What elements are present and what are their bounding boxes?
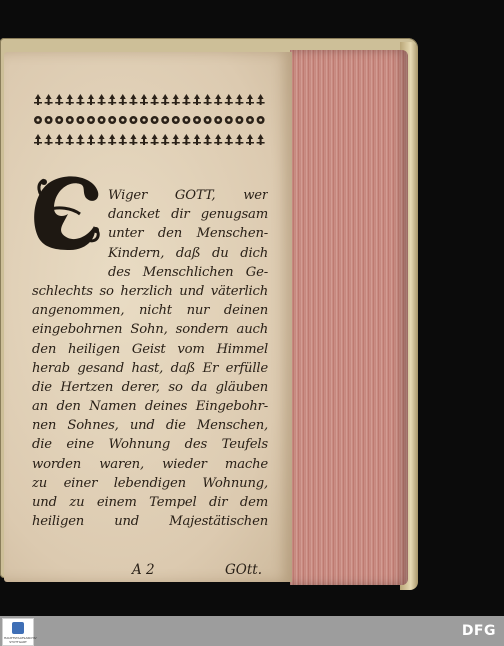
ornament-glyph [108,94,116,105]
book [0,38,420,583]
text-line: Kindern, daß du dich [108,245,268,261]
prayer-text [32,186,268,531]
ornament-glyph [87,116,95,124]
ornament-glyph [235,94,243,105]
ornament-glyph [87,134,95,145]
text-line: Wiger GOTT, wer [108,188,268,203]
ornament-glyph [151,116,159,124]
ornament-glyph [66,134,74,145]
ornament-glyph [172,116,180,124]
ornament-glyph [140,134,148,145]
text-line: und zu einem Tempel dir dem [32,495,268,510]
ornament-glyph [257,116,265,124]
text-line: nen Sohnes, und die Menschen, [32,418,268,434]
ornament-glyph [140,94,148,105]
ornament-glyph [214,116,222,124]
ornament-glyph [225,94,233,105]
ornament-glyph [76,116,84,124]
ornament-glyph [161,116,169,124]
ornament-glyph [87,94,95,105]
catchword: GOtt. [225,562,262,578]
ornament-glyph [257,94,265,105]
ornament-glyph [161,134,169,145]
ornament-glyph [257,134,265,145]
ornament-glyph [119,116,127,124]
text-line: zu einer lebendigen Wohnung, [32,475,268,491]
dfg-logo[interactable]: DFG [461,623,496,639]
ornament-glyph [193,134,201,145]
ornament-glyph [55,134,63,145]
ornament-glyph [225,134,233,145]
ornament-glyph [182,116,190,124]
text-line: worden waren, wieder mache [32,456,268,472]
text-line: den heiligen Geist vom Himmel [32,341,268,357]
ornament-glyph [204,94,212,105]
ornament-glyph [214,134,222,145]
text-line: herab gesand hast, daß Er erfülle [32,360,268,376]
ornament-glyph [246,116,254,124]
text-line: eingebohrnen Sohn, sondern auch [32,322,268,338]
ornament-glyph [129,94,137,105]
ornament-glyph [108,116,116,124]
text-line: angenommen, nicht nur deinen [32,303,268,319]
text-line: schlechts so herzlich und väterlich [32,283,268,299]
ornament-glyph [172,94,180,105]
ornament-glyph [235,134,243,145]
ornamental-header-band [32,92,268,154]
ornament-glyph [34,116,42,124]
archive-emblem-icon [12,622,24,634]
ornament-glyph [204,134,212,145]
viewer-footer-bar [0,616,504,646]
ornament-glyph [193,116,201,124]
ornament-glyph [246,134,254,145]
text-line: des Menschlichen Ge- [108,264,268,280]
ornament-glyph [98,94,106,105]
ornament-glyph [225,116,233,124]
ornament-glyph [235,116,243,124]
ornament-glyph [129,134,137,145]
ornament-glyph [45,116,53,124]
ornament-glyph [204,116,212,124]
ornament-glyph [182,94,190,105]
ornament-glyph [98,116,106,124]
text-line: unter den Menschen- [108,226,268,242]
ornament-glyph [151,94,159,105]
ornament-glyph [151,134,159,145]
page-edges [290,50,408,585]
ornament-glyph [34,134,42,145]
ornament-glyph [193,94,201,105]
signature-mark: A 2 [132,562,155,578]
ornament-glyph [161,94,169,105]
ornament-glyph [129,116,137,124]
ornament-glyph [214,94,222,105]
text-line: die eine Wohnung des Teufels [32,437,268,453]
ornament-glyph [34,94,42,105]
ornament-glyph [45,134,53,145]
ornament-glyph [66,116,74,124]
ornament-glyph [66,94,74,105]
text-line: dancket dir genugsam [108,207,268,223]
text-line: an den Namen deines Eingebohr- [32,399,268,415]
archive-logo[interactable] [2,618,37,646]
ornament-glyph [98,134,106,145]
ornament-glyph [76,94,84,105]
ornament-glyph [172,134,180,145]
ornament-glyph [182,134,190,145]
ornament-glyph [246,94,254,105]
archive-logo-caption: HAUPTSTAATSARCHIV STUTTGART [4,636,37,644]
ornament-glyph [119,94,127,105]
ornament-glyph [108,134,116,145]
ornament-glyph [140,116,148,124]
ornament-glyph [55,116,63,124]
ornament-glyph [55,94,63,105]
text-line: heiligen und Majestätischen [32,514,268,530]
ornament-glyph [45,94,53,105]
ornament-glyph [119,134,127,145]
ornament-glyph [76,134,84,145]
text-line: die Hertzen derer, so da gläuben [32,379,268,395]
book-page [4,52,292,582]
